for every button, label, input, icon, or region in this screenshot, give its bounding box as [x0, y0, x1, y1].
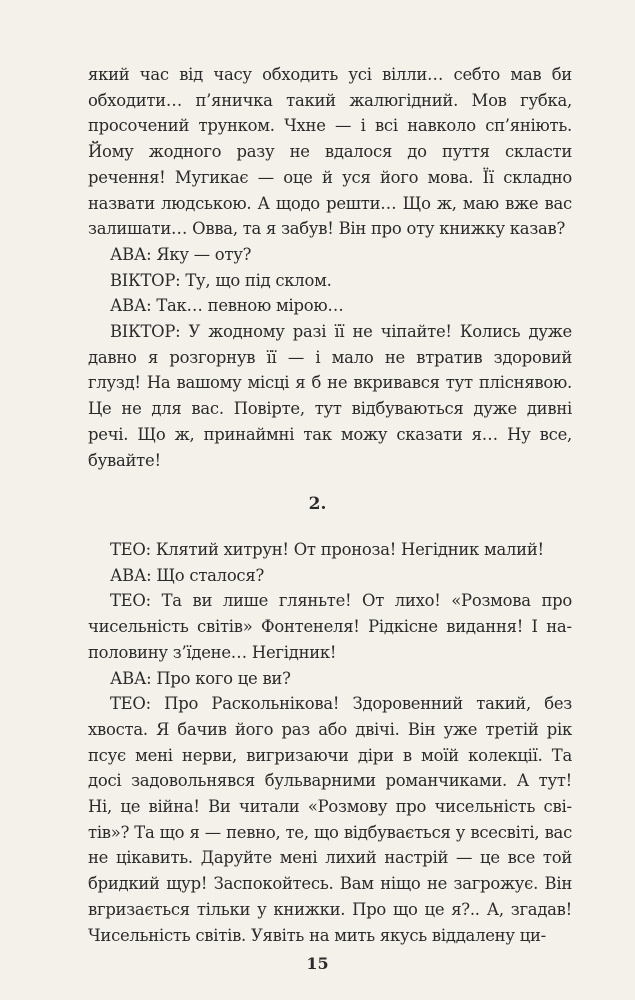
section-number: 2. — [308, 494, 327, 514]
paragraph: ВІКТОР: У жодному разі її не чіпайте! Колись дуже давно я розгорнув її — і мало не втратив здоровий глузд! На вашому місці я б не вкривався тут пліснявою. Це не для вас. Повірте, тут відбуваються дуже дивні речі. Що ж, принаймні так можу сказати я… Ну все, бувайте! — [88, 322, 572, 470]
section-two-text — [88, 537, 572, 948]
paragraph: ТЕО: Клятий хитрун! От проноза! Негідник малий! — [110, 540, 544, 559]
paragraph: АВА: Що сталося? — [110, 565, 264, 585]
paragraph: який час від часу обходить усі вілли… себто мав би обходити… п’яничка такий жалюгідний. Мов губка, просочений трунком. Чхне — і всі навколо сп’яніють. Йому жодного разу не вдалося до пуття скласти речення! Мугикає — оце й уся його мова. Її складно назвати людською. А щодо решти… Що ж, маю вже вас залишати… Овва, та я забув! Він про оту книжку казав? — [88, 65, 572, 239]
paragraph: АВА: Яку — оту? — [110, 244, 252, 264]
paragraph: ТЕО: Та ви лише гляньте! От лихо! «Розмова про чисельність світів» Фонтенеля! Рідкісне видання! І наполовину з’їдене… Негідник! — [88, 591, 572, 662]
section-one-text — [88, 62, 572, 473]
paragraph: ВІКТОР: Ту, що під склом. — [110, 270, 332, 290]
page-number: 15 — [306, 954, 329, 973]
paragraph: АВА: Так… певною мірою… — [110, 296, 344, 316]
paragraph: АВА: Про кого це ви? — [110, 668, 291, 688]
paragraph: ТЕО: Про Раскольнікова! Здоровенний такий, без хвоста. Я бачив його раз або двічі. Він уже третій рік псує мені нерви, вигризаючи діри в моїй колекції. Та досі задовольнявся бульварними романчиками. А тут! Ні, це війна! Ви читали «Розмову про чисельність світів»? Та що я — певно, те, що відбувається у всесвіті, вас не цікавить. Даруйте мені лихий настрій — це все той бридкий щур! Заспокойтесь. Вам ніщо не загрожує. Він вгризається тільки у книжки. Про що це я?.. А, згадав! Чисельність світів. Уявіть на мить якусь віддалену ци- — [88, 694, 572, 945]
